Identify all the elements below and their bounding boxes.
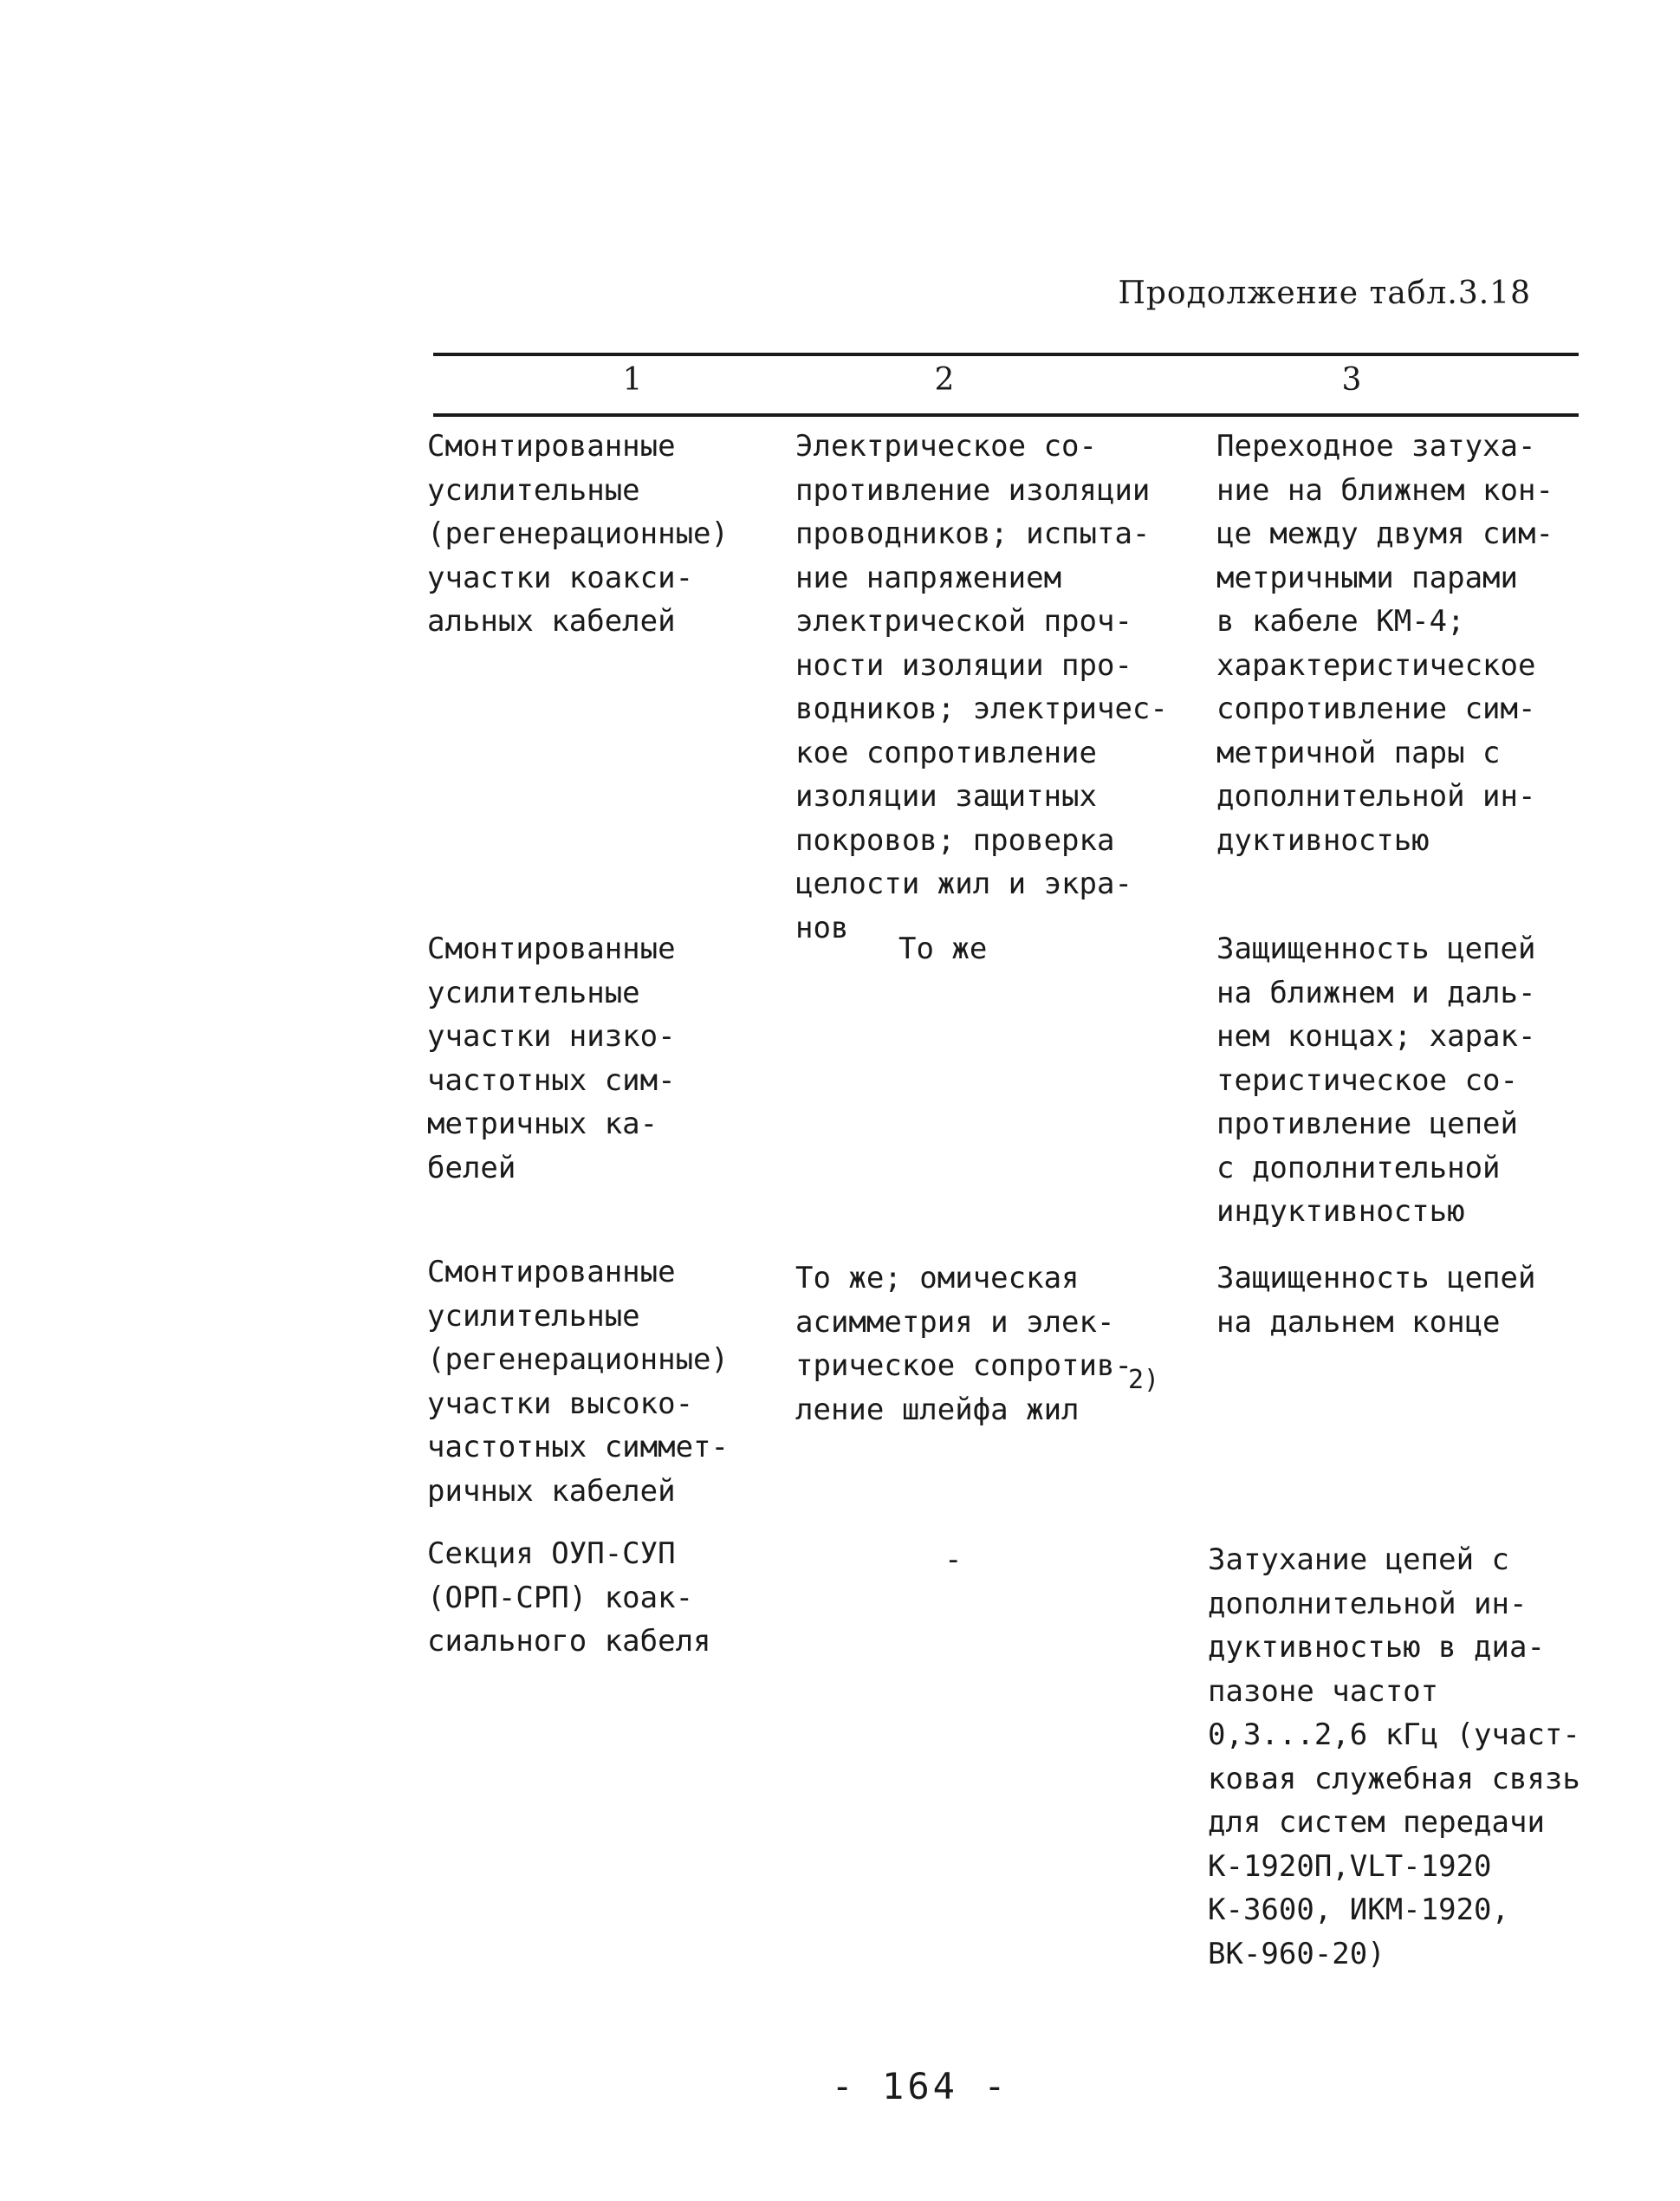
row-3-tests: То же; омическая асимметрия и элек- трическое сопротив- ление шлейфа жил [795, 1261, 1132, 1427]
row-2-parameters: Защищенность цепей на ближнем и даль- нем концах; харак- теристическое со- противление цепей с дополнительной индуктивностью [1216, 932, 1536, 1229]
row-1-object: Смонтированные усилительные (регенерационные) участки коакси- альных кабелей [427, 429, 729, 639]
row-1-tests: Электрическое со- противление изоляции проводников; испыта- ние напряжением электрической проч- ности изоляции про- водников; электричес- кое сопротивление изоляции защитных покровов; проверка целости жил и экра- нов [795, 429, 1168, 945]
footnote-mark: 2) [1128, 1365, 1160, 1395]
column-header-3: 3 [1341, 362, 1362, 398]
row-3-object: Смонтированные усилительные (регенерационные) участки высоко- частотных симмет- ричных кабелей [427, 1255, 729, 1509]
table-top-rule [433, 353, 1579, 356]
table-caption: Продолжение табл.3.18 [1118, 276, 1531, 311]
row-4-tests: - [944, 1542, 963, 1577]
page-number: - 164 - [831, 2065, 1009, 2107]
row-4-parameters: Затухание цепей с дополнительной ин- дуктивностью в диа- пазоне частот 0,3...2,6 кГц (участ- ковая служебная связь для систем передачи К-1920П,VLT-1920 К-3600, ИКМ-1920, ВК-960-20) [1208, 1542, 1580, 1971]
row-2-tests: То же [898, 932, 988, 966]
header-bottom-rule [433, 413, 1579, 417]
column-header-2: 2 [934, 362, 955, 398]
row-4-object: Секция ОУП-СУП (ОРП-СРП) коак- сиального кабеля [427, 1536, 711, 1659]
column-header-1: 1 [622, 362, 643, 398]
row-2-object: Смонтированные усилительные участки низко- частотных сим- метричных ка- белей [427, 932, 676, 1185]
row-3-parameters: Защищенность цепей на дальнем конце [1216, 1261, 1536, 1340]
row-1-parameters: Переходное затуха- ние на ближнем кон- це между двумя сим- метричными парами в кабеле КМ-4; характеристическое сопротивление сим- метричной пары с дополнительной ин- дуктивностью [1216, 429, 1554, 858]
